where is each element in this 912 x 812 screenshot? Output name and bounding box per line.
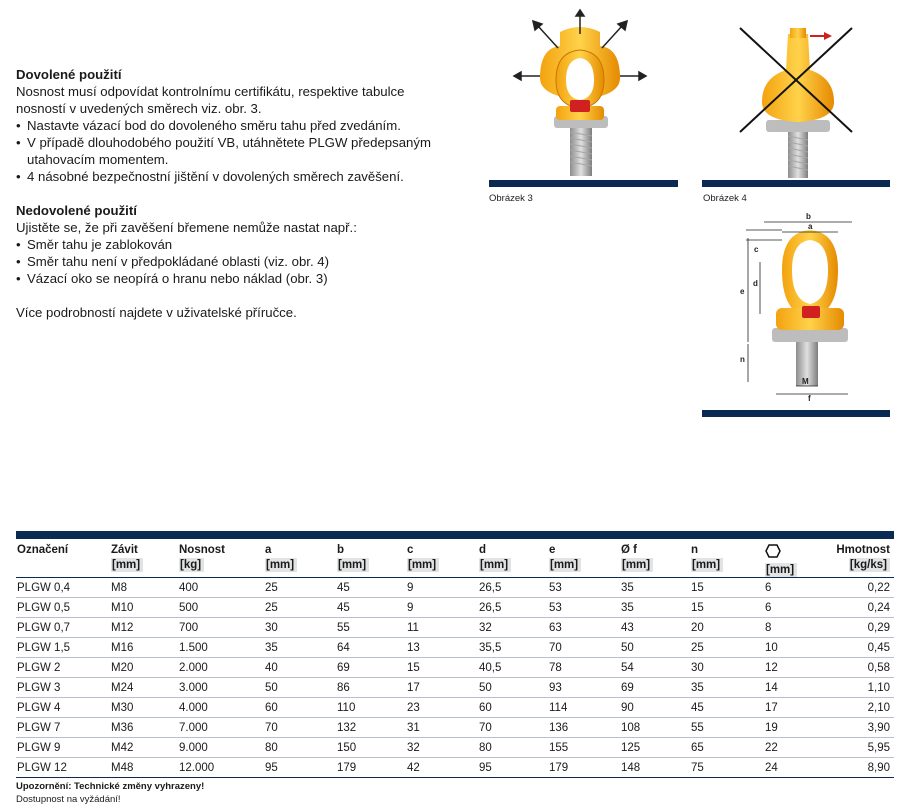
table-cell: 55: [336, 618, 406, 638]
table-cell: 132: [336, 718, 406, 738]
col-header-d: d [mm]: [478, 539, 548, 578]
table-cell: 19: [764, 718, 834, 738]
forbidden-intro: Ujistěte se, že při zavěšení břemene nemůže nastat např.:: [16, 220, 357, 235]
table-cell: 31: [406, 718, 478, 738]
table-cell: 40: [264, 658, 336, 678]
col-header-hex: [mm]: [764, 539, 834, 578]
table-cell: 26,5: [478, 598, 548, 618]
col-header-f: Ø f [mm]: [620, 539, 690, 578]
col-header-weight: Hmotnost [kg/ks]: [836, 544, 890, 571]
dim-label-e: e: [740, 287, 745, 296]
allowed-list: [16, 117, 446, 185]
table-cell: 25: [264, 578, 336, 598]
table-cell: 60: [264, 698, 336, 718]
table-cell: M8: [110, 578, 178, 598]
table-cell: 14: [764, 678, 834, 698]
table-cell: 35: [620, 578, 690, 598]
table-cell: M12: [110, 618, 178, 638]
table-cell: 3.000: [178, 678, 264, 698]
figure-4-bar: [702, 180, 890, 187]
note: [16, 780, 204, 806]
table-cell: M24: [110, 678, 178, 698]
figure-3-caption: Obrázek 3: [489, 193, 533, 204]
usage-text: [16, 66, 446, 321]
table-cell: 43: [620, 618, 690, 638]
col-header-thread: Závit [mm]: [110, 539, 178, 578]
table-row: [16, 758, 894, 778]
table-cell: 20: [690, 618, 764, 638]
table-cell: 3,90: [834, 718, 894, 738]
table-cell: 30: [690, 658, 764, 678]
forbidden-list: [16, 236, 446, 287]
table-row: [16, 738, 894, 758]
table-row: [16, 578, 894, 598]
table-cell: 55: [690, 718, 764, 738]
table-cell: 2.000: [178, 658, 264, 678]
table-cell: 70: [548, 638, 620, 658]
table-cell: 0,24: [834, 598, 894, 618]
table-cell: 2,10: [834, 698, 894, 718]
dim-label-n: n: [740, 355, 745, 364]
table-cell: 70: [478, 718, 548, 738]
table-cell: 13: [406, 638, 478, 658]
table-cell: 15: [690, 578, 764, 598]
table-cell: 80: [478, 738, 548, 758]
table-cell: 0,22: [834, 578, 894, 598]
table-cell: 69: [620, 678, 690, 698]
table-cell: 25: [264, 598, 336, 618]
availability-note: Dostupnost na vyžádání!: [16, 794, 121, 805]
table-cell: 50: [478, 678, 548, 698]
table-cell: 12: [764, 658, 834, 678]
table-cell: PLGW 0,7: [16, 618, 110, 638]
table-cell: M16: [110, 638, 178, 658]
table-cell: 86: [336, 678, 406, 698]
table-cell: 35: [690, 678, 764, 698]
table-cell: PLGW 7: [16, 718, 110, 738]
table-cell: PLGW 0,4: [16, 578, 110, 598]
table-cell: 6: [764, 598, 834, 618]
table-cell: 45: [690, 698, 764, 718]
table-cell: 54: [620, 658, 690, 678]
table-cell: 32: [406, 738, 478, 758]
figure-3-bar: [489, 180, 678, 187]
table-cell: 17: [406, 678, 478, 698]
col-header-c: c [mm]: [406, 539, 478, 578]
allowed-heading: Dovolené použití: [16, 67, 122, 82]
table-cell: 64: [336, 638, 406, 658]
table-cell: PLGW 4: [16, 698, 110, 718]
table-cell: 42: [406, 758, 478, 778]
table-cell: 95: [264, 758, 336, 778]
table-cell: 22: [764, 738, 834, 758]
dim-label-f: f: [808, 394, 811, 402]
table-cell: 500: [178, 598, 264, 618]
list-item: • Nastavte vázací bod do dovoleného směru tahu před zvedáním.: [16, 117, 446, 134]
table-cell: 95: [478, 758, 548, 778]
table-cell: 0,29: [834, 618, 894, 638]
figure-3-image: [500, 8, 660, 178]
dim-label-M: M: [802, 377, 809, 386]
table-cell: 93: [548, 678, 620, 698]
list-item: • Směr tahu je zablokován: [16, 236, 446, 253]
dimension-drawing: [736, 210, 860, 402]
table-cell: 0,45: [834, 638, 894, 658]
table-cell: 7.000: [178, 718, 264, 738]
table-cell: 148: [620, 758, 690, 778]
table-cell: 114: [548, 698, 620, 718]
col-header-capacity: Nosnost [kg]: [179, 544, 225, 571]
allowed-intro: Nosnost musí odpovídat kontrolnímu certifikátu, respektive tabulce nosností v uvedených směrech viz. obr. 3.: [16, 84, 405, 116]
table-cell: 6: [764, 578, 834, 598]
list-item: • Vázací oko se neopírá o hranu nebo náklad (obr. 3): [16, 270, 446, 287]
table-cell: 108: [620, 718, 690, 738]
table-cell: M10: [110, 598, 178, 618]
table-cell: 12.000: [178, 758, 264, 778]
hexagon-icon: [765, 544, 781, 558]
list-item: • 4 násobné bezpečnostní jištění v dovolených směrech zavěšení.: [16, 168, 446, 185]
table-cell: 40,5: [478, 658, 548, 678]
table-cell: 35,5: [478, 638, 548, 658]
col-header-n: n [mm]: [690, 539, 764, 578]
table-cell: M36: [110, 718, 178, 738]
table-cell: 45: [336, 578, 406, 598]
table-cell: 80: [264, 738, 336, 758]
table-cell: 8: [764, 618, 834, 638]
table-cell: PLGW 3: [16, 678, 110, 698]
table-cell: 9.000: [178, 738, 264, 758]
list-item: • Směr tahu není v předpokládané oblasti (viz. obr. 4): [16, 253, 446, 270]
table-cell: 9: [406, 598, 478, 618]
table-cell: 8,90: [834, 758, 894, 778]
table-row: [16, 638, 894, 658]
table-cell: PLGW 1,5: [16, 638, 110, 658]
table-cell: 35: [620, 598, 690, 618]
table-cell: 65: [690, 738, 764, 758]
col-header-a: a [mm]: [264, 539, 336, 578]
table-cell: 23: [406, 698, 478, 718]
table-cell: 75: [690, 758, 764, 778]
table-cell: 32: [478, 618, 548, 638]
table-cell: 700: [178, 618, 264, 638]
list-item: • V případě dlouhodobého použití VB, utáhnětete PLGW předepsaným utahovacím momentem.: [16, 134, 446, 168]
col-header-b: b [mm]: [336, 539, 406, 578]
table-cell: 24: [764, 758, 834, 778]
table-cell: 400: [178, 578, 264, 598]
spec-table-body: [16, 578, 894, 778]
table-cell: M30: [110, 698, 178, 718]
table-cell: 110: [336, 698, 406, 718]
forbidden-heading: Nedovolené použití: [16, 203, 137, 218]
table-cell: 136: [548, 718, 620, 738]
table-cell: M42: [110, 738, 178, 758]
table-cell: 9: [406, 578, 478, 598]
col-header-e: e [mm]: [548, 539, 620, 578]
table-cell: 60: [478, 698, 548, 718]
table-cell: PLGW 2: [16, 658, 110, 678]
table-row: [16, 698, 894, 718]
table-cell: 53: [548, 578, 620, 598]
table-cell: M20: [110, 658, 178, 678]
table-cell: 155: [548, 738, 620, 758]
table-cell: 0,58: [834, 658, 894, 678]
table-cell: 15: [406, 658, 478, 678]
table-row: [16, 718, 894, 738]
dim-label-c: c: [754, 245, 759, 254]
table-cell: 179: [548, 758, 620, 778]
table-cell: 26,5: [478, 578, 548, 598]
table-cell: 53: [548, 598, 620, 618]
table-cell: PLGW 12: [16, 758, 110, 778]
dim-label-d: d: [753, 279, 758, 288]
table-cell: 35: [264, 638, 336, 658]
table-cell: 1,10: [834, 678, 894, 698]
table-cell: 11: [406, 618, 478, 638]
table-cell: PLGW 9: [16, 738, 110, 758]
table-cell: 10: [764, 638, 834, 658]
table-cell: 70: [264, 718, 336, 738]
table-cell: 78: [548, 658, 620, 678]
table-cell: PLGW 0,5: [16, 598, 110, 618]
table-cell: 4.000: [178, 698, 264, 718]
drawing-bar: [702, 410, 890, 417]
col-header-designation: Označení: [17, 544, 69, 556]
table-cell: 63: [548, 618, 620, 638]
table-row: [16, 618, 894, 638]
table-cell: 150: [336, 738, 406, 758]
spec-table: [16, 531, 894, 778]
table-cell: M48: [110, 758, 178, 778]
table-cell: 15: [690, 598, 764, 618]
table-cell: 1.500: [178, 638, 264, 658]
table-row: [16, 658, 894, 678]
table-cell: 25: [690, 638, 764, 658]
table-cell: 17: [764, 698, 834, 718]
table-cell: 50: [620, 638, 690, 658]
more-info: Více podrobností najdete v uživatelské příručce.: [16, 305, 297, 320]
figure-4-image: [730, 20, 860, 180]
table-cell: 50: [264, 678, 336, 698]
table-cell: 5,95: [834, 738, 894, 758]
figure-4-caption: Obrázek 4: [703, 193, 747, 204]
table-row: [16, 598, 894, 618]
warning-note: Upozornění: Technické změny vyhrazeny!: [16, 781, 205, 792]
table-row: [16, 678, 894, 698]
dim-label-b: b: [806, 212, 811, 221]
table-cell: 45: [336, 598, 406, 618]
dim-label-a: a: [808, 222, 813, 231]
table-cell: 69: [336, 658, 406, 678]
table-cell: 90: [620, 698, 690, 718]
table-cell: 30: [264, 618, 336, 638]
table-cell: 125: [620, 738, 690, 758]
table-cell: 179: [336, 758, 406, 778]
